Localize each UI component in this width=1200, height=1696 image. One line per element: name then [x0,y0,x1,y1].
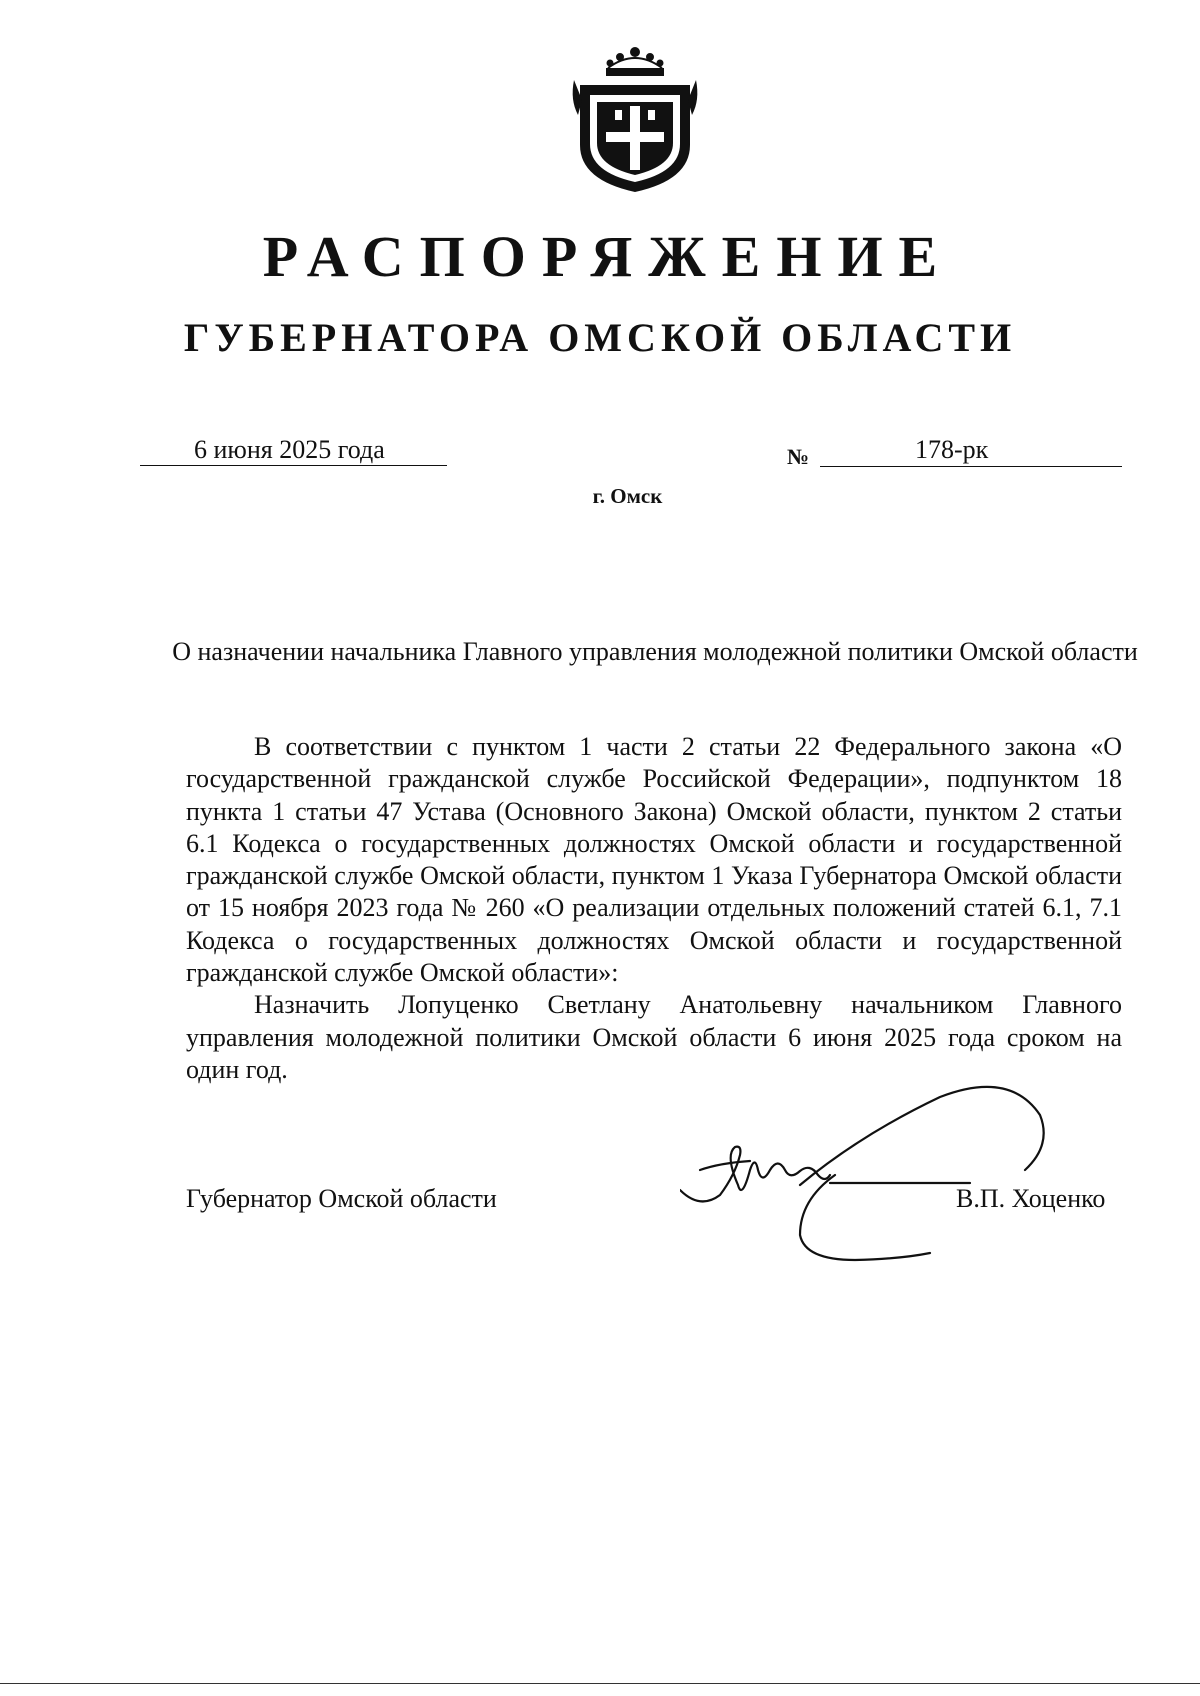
document-date: 6 июня 2025 года [194,435,385,464]
signatory-name: В.П. Хоценко [956,1184,1106,1213]
body-paragraph: Назначить Лопуценко Светлану Анатольевну начальником Главного управления молодежной политики Омской области 6 июня 2025 года сроком на один год. [186,990,1122,1084]
document-body [186,731,1122,1086]
document-city: г. Омск [592,484,663,508]
page-bottom-rule [0,1683,1200,1684]
document-subject: О назначении начальника Главного управления молодежной политики Омской области [172,637,1138,666]
omsk-coat-of-arms-icon [570,40,700,195]
document-number: 178-рк [915,435,989,464]
body-paragraph: В соответствии с пунктом 1 части 2 статьи 22 Федерального закона «О государственной гражданской службе Российской Федерации», подпунктом 18 пункта 1 статьи 47 Устава (Основного Закона) Омской области, пунктом 2 статьи 6.1 Кодекса о государственных должностях Омской области и государственной гражданской службе Омской области, пунктом 1 Указа Губернатора Омской области от 15 ноября 2023 года № 260 «О реализации отдельных положений статей 6.1, 7.1 Кодекса о государственных должностях Омской области и государственной гражданской службе Омской области»: [186,732,1122,988]
number-sign: № [787,444,810,469]
signatory-title: Губернатор Омской области [186,1184,497,1213]
document-subtitle: ГУБЕРНАТОРА ОМСКОЙ ОБЛАСТИ [183,315,1017,360]
document-title: РАСПОРЯЖЕНИЕ [262,224,954,289]
